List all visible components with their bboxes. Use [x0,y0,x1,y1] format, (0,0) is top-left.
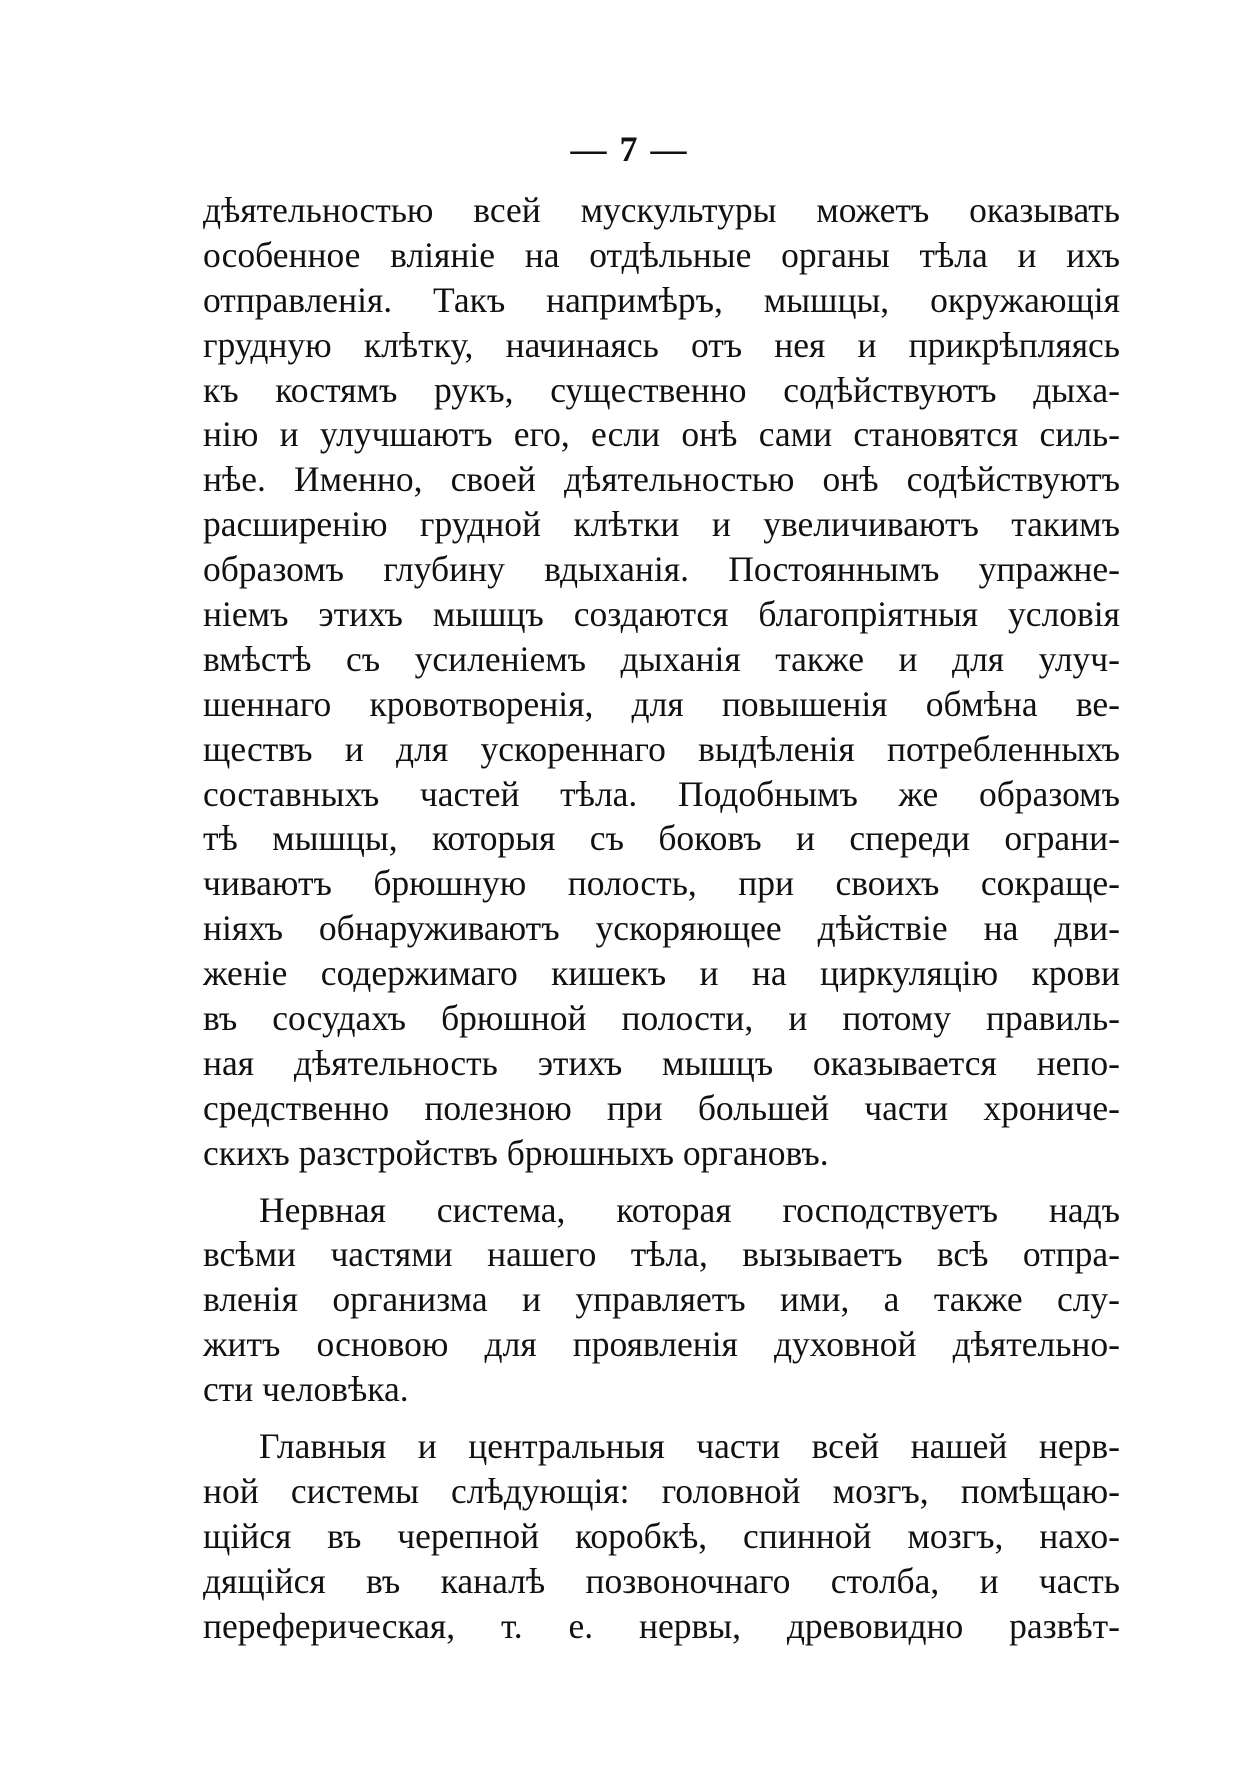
text-line: грудную клѣтку, начинаясь отъ нея и прикрѣпляясь [203,324,1120,365]
text-line: ной системы слѣдующія: головной мозгъ, помѣщаю- [203,1470,1120,1511]
text-line: щійся въ черепной коробкѣ, спинной мозгъ, нахо- [203,1515,1120,1556]
text-line: въ сосудахъ брюшной полости, и потому правиль- [203,998,1120,1039]
body-text [203,188,1120,1649]
text-line: расширенію грудной клѣтки и увеличиваютъ такимъ [203,504,1120,545]
text-line: ніемъ этихъ мышцъ создаются благопріятныя условія [203,594,1120,635]
text-line: образомъ глубину вдыханія. Постояннымъ упражне- [203,549,1120,590]
text-line: сти человѣка. [203,1369,409,1410]
text-line: особенное вліяніе на отдѣльные органы тѣла и ихъ [203,234,1120,275]
text-line: дѣятельностью всей мускультуры можетъ оказывать [203,190,1120,230]
paragraph [203,1188,1120,1412]
paragraph [203,188,1120,1176]
text-line: средственно полезною при большей части хрониче- [203,1087,1120,1128]
text-line: нѣе. Именно, своей дѣятельностью онѣ содѣйствуютъ [203,459,1120,500]
text-line: ществъ и для ускореннаго выдѣленія потребленныхъ [203,728,1120,769]
text-line: шеннаго кровотворенія, для повышенія обмѣна ве- [203,683,1120,724]
text-line: ніяхъ обнаруживаютъ ускоряющее дѣйствіе на дви- [203,908,1120,949]
text-line: вмѣстѣ съ усиленіемъ дыханія также и для улуч- [203,638,1120,679]
text-line: дящійся въ каналѣ позвоночнаго столба, и часть [203,1560,1120,1601]
text-line: женіе содержимаго кишекъ и на циркуляцію крови [203,953,1120,994]
text-line: нію и улучшаютъ его, если онѣ сами становятся силь- [203,414,1120,455]
text-line: всѣми частями нашего тѣла, вызываетъ всѣ отпра- [203,1234,1120,1275]
text-line: Главныя и центральныя части всей нашей нерв- [259,1426,1120,1467]
paragraph [203,1424,1120,1648]
text-line: переферическая, т. е. нервы, древовидно развѣт- [203,1605,1120,1646]
text-line: отправленія. Такъ напримѣръ, мышцы, окружающія [203,279,1120,320]
text-line: чиваютъ брюшную полость, при своихъ сокраще- [203,863,1120,904]
text-line: къ костямъ рукъ, существенно содѣйствуютъ дыха- [203,369,1120,410]
text-line: житъ основою для проявленія духовной дѣятельно- [203,1324,1120,1365]
text-line: ная дѣятельность этихъ мышцъ оказывается непо- [203,1042,1120,1083]
text-line: Нервная система, которая господствуетъ надъ [259,1189,1120,1230]
text-line: вленія организма и управляетъ ими, а также слу- [203,1279,1120,1320]
text-line: скихъ разстройствъ брюшныхъ органовъ. [203,1132,829,1173]
text-line: составныхъ частей тѣла. Подобнымъ же образомъ [203,773,1120,814]
page-number: — 7 — [570,129,689,169]
text-line: тѣ мышцы, которыя съ боковъ и спереди ограни- [203,818,1120,859]
